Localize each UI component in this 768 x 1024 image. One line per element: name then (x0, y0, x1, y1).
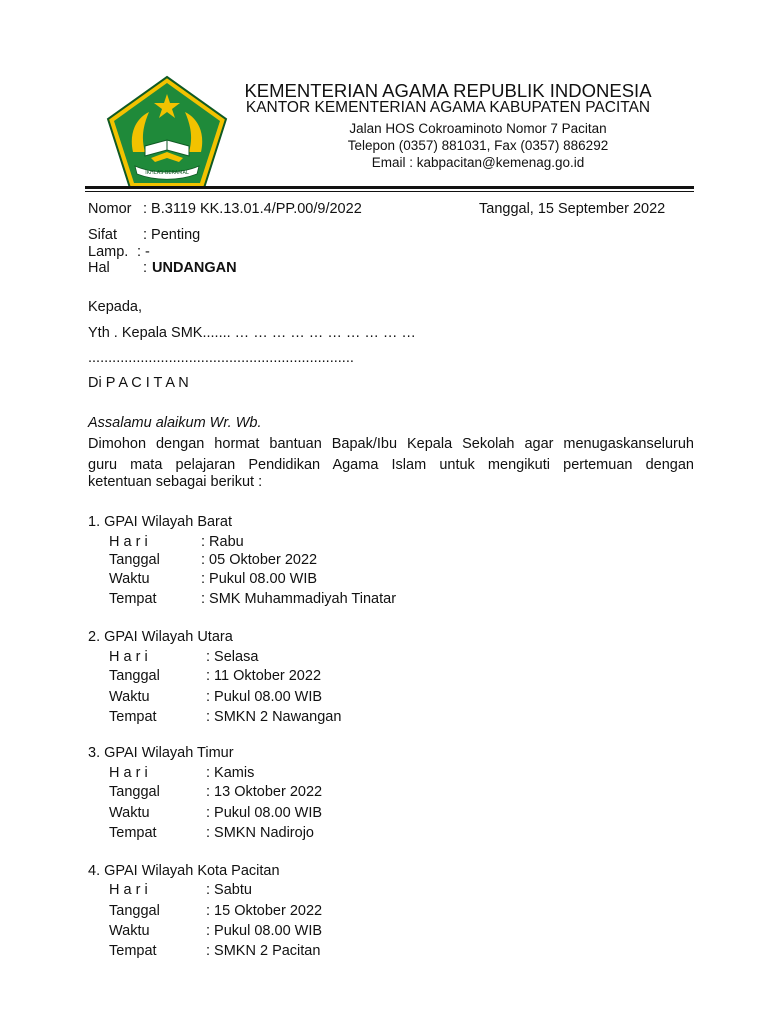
schedule-value: : SMKN Nadirojo (206, 825, 314, 841)
schedule-value: : Pukul 08.00 WIB (206, 923, 323, 939)
schedule-label: Waktu (109, 805, 150, 821)
nomor-value: : B.3119 KK.13.01.4/PP.00/9/2022 (143, 201, 362, 217)
schedule-value: : Selasa (206, 649, 259, 665)
schedule-label: Tempat (109, 943, 157, 959)
schedule-value: : Pukul 08.00 WIB (201, 571, 318, 587)
schedule-heading: 3. GPAI Wilayah Timur (88, 745, 234, 761)
lamp-value: : - (137, 244, 150, 260)
kemenag-logo (105, 74, 229, 192)
schedule-label: Waktu (109, 571, 150, 587)
hal-value: UNDANGAN (152, 260, 237, 276)
schedule-label: H a r i (109, 882, 148, 898)
hal-label: Hal (88, 260, 110, 276)
schedule-label: Waktu (109, 689, 150, 705)
schedule-label: H a r i (109, 765, 148, 781)
letterhead-rule-thin (85, 191, 694, 192)
schedule-heading: 1. GPAI Wilayah Barat (88, 514, 232, 530)
letterhead-title: KEMENTERIAN AGAMA REPUBLIK INDONESIA (244, 80, 652, 101)
schedule-value: : SMKN 2 Pacitan (206, 943, 321, 959)
schedule-label: Tanggal (109, 552, 160, 568)
recipient-di: Di P A C I T A N (88, 375, 189, 391)
schedule-label: Tanggal (109, 668, 160, 684)
lamp-label: Lamp. (88, 244, 129, 260)
letterhead-address: Jalan HOS Cokroaminoto Nomor 7 Pacitan (349, 121, 607, 136)
schedule-value: : 11 Oktober 2022 (206, 668, 322, 684)
recipient-dots: .................................................................. (88, 350, 354, 366)
schedule-value: : SMK Muhammadiyah Tinatar (201, 591, 397, 607)
schedule-heading: 2. GPAI Wilayah Utara (88, 629, 233, 645)
schedule-value: : 05 Oktober 2022 (201, 552, 318, 568)
schedule-label: Tempat (109, 591, 157, 607)
letterhead-email: Email : kabpacitan@kemenag.go.id (371, 155, 585, 170)
letterhead-subtitle: KANTOR KEMENTERIAN AGAMA KABUPATEN PACITAN (245, 99, 651, 116)
schedule-label: Tanggal (109, 903, 160, 919)
sifat-value: : Penting (143, 227, 201, 243)
letterhead-rule-thick (85, 186, 694, 189)
schedule-value: : Pukul 08.00 WIB (206, 689, 323, 705)
schedule-value: : Rabu (201, 534, 244, 550)
recipient-yth: Yth . Kepala SMK....... … … … … … … … … … … (88, 325, 416, 341)
schedule-value: : Kamis (206, 765, 255, 781)
letterhead-phone: Telepon (0357) 881031, Fax (0357) 886292 (347, 138, 609, 153)
greeting: Assalamu alaikum Wr. Wb. (88, 415, 262, 431)
letter-date: Tanggal, 15 September 2022 (479, 201, 666, 217)
sifat-label: Sifat (88, 227, 118, 243)
body-line-2: guru mata pelajaran Pendidikan Agama Islam untuk mengikuti pertemuan dengan (88, 457, 694, 473)
schedule-heading: 4. GPAI Wilayah Kota Pacitan (88, 863, 280, 879)
recipient-kepada: Kepada, (88, 299, 143, 315)
schedule-label: Waktu (109, 923, 150, 939)
schedule-value: : SMKN 2 Nawangan (206, 709, 342, 725)
nomor-label: Nomor (88, 201, 132, 217)
logo-ribbon-text: IKHLAS BERAMAL (145, 170, 189, 176)
hal-colon: : (143, 260, 148, 276)
schedule-label: Tempat (109, 825, 157, 841)
schedule-value: : 15 Oktober 2022 (206, 903, 323, 919)
schedule-label: H a r i (109, 649, 148, 665)
schedule-label: Tempat (109, 709, 157, 725)
schedule-label: H a r i (109, 534, 148, 550)
schedule-value: : 13 Oktober 2022 (206, 784, 323, 800)
schedule-value: : Pukul 08.00 WIB (206, 805, 323, 821)
body-line-1: Dimohon dengan hormat bantuan Bapak/Ibu Kepala Sekolah agar menugaskanseluruh (88, 436, 694, 452)
schedule-label: Tanggal (109, 784, 160, 800)
body-line-3: ketentuan sebagai berikut : (88, 474, 263, 490)
schedule-value: : Sabtu (206, 882, 252, 898)
